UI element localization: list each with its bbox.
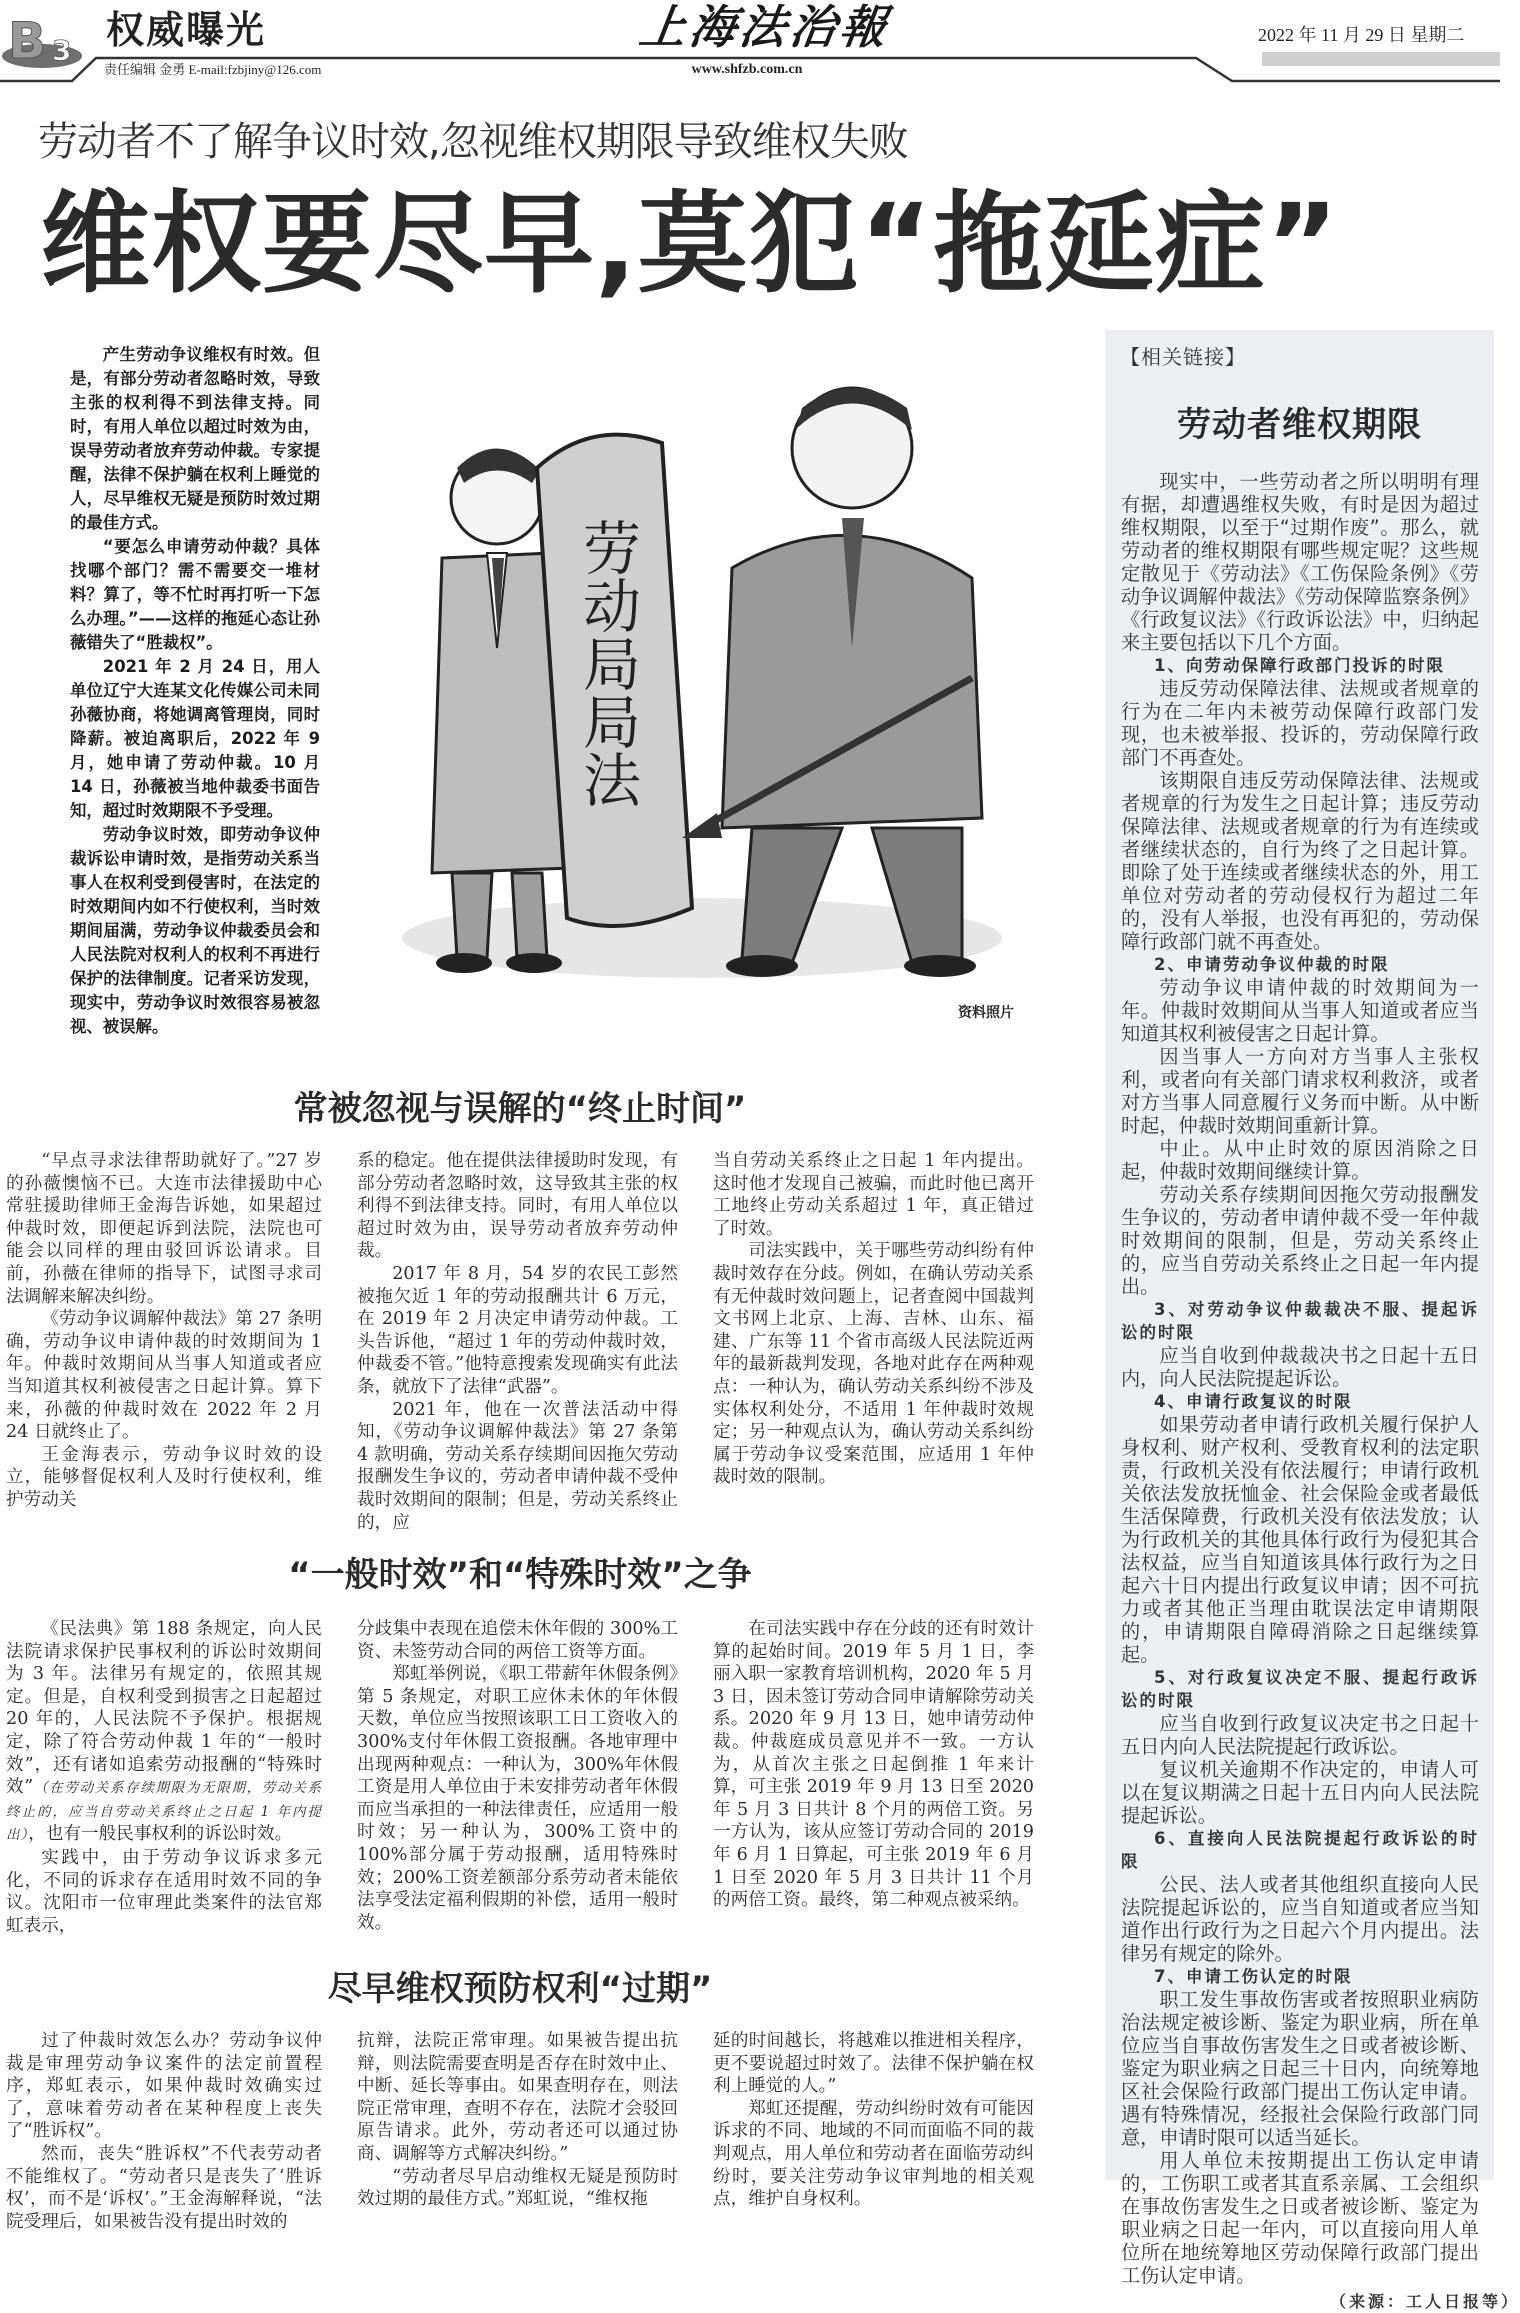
sidebar-paragraph: 劳动关系存续期间因拖欠劳动报酬发生争议的，劳动者申请仲裁不受一年仲裁时效期间的限制，但是，劳动关系终止的，应当自劳动关系终止之日起一年内提出。 [1121, 1183, 1479, 1298]
body-column [713, 1618, 1034, 1912]
sidebar-tag: 【相关链接】 [1120, 345, 1246, 369]
website-link[interactable]: www.shfzb.com.cn [691, 62, 803, 77]
paragraph-text: 抗辩，法院正常审理。如果被告提出抗辩，则法院需要查明是否存在时效中止、中断、延长等事由。如果查明存在，则法院正常审理，查明不存在，法院才会驳回原告请求。此外，劳动者还可以通过协商、调解等方式解决纠纷。” [357, 2031, 678, 2164]
page-badge-number: 3 [52, 34, 72, 67]
newspaper-masthead-logo: 上海法治報 [636, 0, 894, 54]
cartoon-illustration [372, 348, 1054, 998]
body-column [357, 2030, 678, 2211]
paragraph-text: “早点寻求法律帮助就好了。”27 岁的孙薇懊恼不已。大连市法律援助中心常驻援助律师王金海告诉她，如果超过仲裁时效，即便起诉到法院，法院也可能会以同样的理由驳回诉讼请求。目前，孙薇在律师的指导下，试图寻求司法调解来解决纠纷。 [6, 1151, 322, 1307]
paragraph-text: 王金海表示，劳动争议时效的设立，能够督促权利人及时行使权利，维护劳动关 [6, 1444, 322, 1510]
right-man-figure [682, 388, 982, 977]
parenthetical-note: （在劳动关系存续期限为无限期，劳动关系终止的，应当自劳动关系终止之日起 1 年内提出） [6, 1780, 323, 1844]
sidebar-paragraph: 中止。从中止时效的原因消除之日起，仲裁时效期间继续计算。 [1121, 1137, 1479, 1183]
body-paragraph [713, 1150, 1034, 1240]
body-paragraph [713, 2098, 1034, 2211]
header-gray-bar [1262, 52, 1500, 66]
sidebar-title: 劳动者维权期限 [1177, 405, 1422, 445]
paragraph-text: 分歧集中表现在追偿未休年假的 300%工资、未签劳动合同的两倍工资等方面。 [357, 1619, 678, 1662]
sidebar-subheading: 5、对行政复议决定不服、提起行政诉讼的时限 [1121, 1668, 1479, 1710]
source-credit: （来源：工人日报等） [1330, 2292, 1520, 2311]
tablet-lettering: 劳动局局法 [573, 518, 641, 808]
body-column [6, 1618, 322, 1937]
body-paragraph [713, 1240, 1034, 1489]
paragraph-text: 2017 年 8 月，54 岁的农民工彭然被拖欠近 1 年的劳动报酬共计 6 万元，在 2019 年 2 月决定申请劳动仲裁。工头告诉他，“超过 1 年的劳动仲裁时效，仲裁委不管。”他特意搜索发现确实有此法条，就放下了法律“武器”。 [357, 1263, 678, 1397]
paragraph-text: 延的时间越长，将越难以推进相关程序，更不要说超过时效了。法律不保护躺在权利上睡觉的人。” [713, 2031, 1034, 2097]
body-paragraph [6, 1444, 322, 1512]
section-heading: 尽早维权预防权利“过期” [327, 1969, 713, 2009]
body-paragraph [6, 2030, 322, 2143]
paragraph-text: 在司法实践中存在分歧的还有时效计算的起始时间。2019 年 5 月 1 日，李丽入职一家教育培训机构，2020 年 5 月 3 日，因未签订劳动合同申请解除劳动关系。2020 年 9 月 13 日，她申请劳动仲裁。仲裁庭成员意见并不一致。一方认为，从首次主张之日起倒推 1 年来计算，可主张 2019 年 9 月 13 日至 2020 年 5 月 3 日共计 8 个月的两倍工资。另一方认为，该从应签订劳动合同的 2019 年 6 月 1 日算起，可主张 2019 年 6 月 1 日至 2020 年 5 月 3 日共计 11 个月的两倍工资。最终，第二种观点被采纳。 [713, 1619, 1034, 1911]
article-subtitle: 劳动者不了解争议时效,忽视维权期限导致维权失败 [38, 119, 908, 165]
paragraph-text: 郑虹举例说，《职工带薪年休假条例》第 5 条规定，对职工应休未休的年休假天数，单位应当按照该职工日工资收入的 300%支付年休假工资报酬。各地审理中出现两种观点：一种认为，300%年休假工资是用人单位由于未安排劳动者年休假而应当承担的一种法律责任，应适用一般时效；另一种认为，300%工资中的 100%部分属于劳动报酬，适用特殊时效；200%工资差额部分系劳动者未能依法享受法定福利假期的补偿，适用一般时效。 [357, 1664, 678, 1933]
sidebar-subheading: 1、向劳动保障行政部门投诉的时限 [1154, 656, 1445, 675]
body-column [6, 2030, 322, 2233]
sidebar-paragraph: 该期限自违反劳动保障法律、法规或者规章的行为发生之日起计算；违反劳动保障法律、法规或者规章的行为有连续或者继续状态的，自行为终了之日起计算。即除了处于连续或者继续状态的外，用工单位对劳动者的劳动侵权行为超过二年的，没有人举报，也没有再犯的，劳动保障行政部门就不再查处。 [1121, 769, 1479, 953]
sidebar-paragraph: 如果劳动者申请行政机关履行保护人身权利、财产权利、受教育权利的法定职责，行政机关没有依法履行；申请行政机关依法发放抚恤金、社会保险金或者最低生活保障费，行政机关没有依法发放；认为行政机关的其他具体行政行为侵犯其合法权益，应当自知道该具体行政行为之日起六十日内提出行政复议申请；因不可抗力或者其他正当理由耽误法定申请期限的，申请期限自障碍消除之日起继续算起。 [1121, 1413, 1479, 1666]
body-paragraph [713, 1618, 1034, 1912]
body-paragraph [6, 1618, 322, 1847]
sidebar-paragraph: 劳动争议申请仲裁的时效期间为一年。仲裁时效期间从当事人知道或者应当知道其权利被侵害之日起计算。 [1121, 976, 1479, 1045]
intro-paragraph: 产生劳动争议维权有时效。但是，有部分劳动者忽略时效，导致主张的权利得不到法律支持。同时，有用人单位以超过时效为由，误导劳动者放弃劳动仲裁。专家提醒，法律不保护躺在权利上睡觉的人，尽早维权无疑是预防时效过期的最佳方式。 [70, 345, 320, 532]
body-paragraph [357, 1150, 678, 1263]
sidebar-paragraph: 违反劳动保障法律、法规或者规章的行为在二年内未被劳动保障行政部门发现，也未被举报、投诉的，劳动保障行政部门不再查处。 [1121, 677, 1479, 769]
issue-date: 2022 年 11 月 29 日 星期二 [1258, 25, 1465, 45]
section-heading: 常被忽视与误解的“终止时间” [293, 1089, 747, 1129]
page-badge-letter: B [8, 12, 47, 70]
body-paragraph [6, 1150, 322, 1308]
paragraph-text: 《劳动争议调解仲裁法》第 27 条明确，劳动争议申请仲裁的时效期间为 1 年。仲裁时效期间从当事人知道或者应当知道其权利被侵害之日起计算。算下来，孙薇的仲裁时效在 2022 年 2 月 24 日就终止了。 [6, 1309, 322, 1443]
sidebar-paragraph: 用人单位未按期提出工伤认定申请的，工伤职工或者其直系亲属、工会组织在事故伤害发生之日或者被诊断、鉴定为职业病之日起一年内，可以直接向用人单位所在地统筹地区劳动保障行政部门提出工伤认定申请。 [1121, 2149, 1479, 2287]
article-title: 维权要尽早,莫犯“拖延症” [40, 180, 1340, 308]
body-paragraph [6, 2143, 322, 2233]
sidebar-paragraph: 复议机关逾期不作决定的，申请人可以在复议期满之日起十五日内向人民法院提起诉讼。 [1121, 1758, 1479, 1827]
sidebar-paragraph: 应当自收到仲裁裁决书之日起十五日内，向人民法院提起诉讼。 [1121, 1344, 1479, 1390]
section-heading: “一般时效”和“特殊时效”之争 [288, 1555, 752, 1595]
body-paragraph [357, 2166, 678, 2211]
article-intro [70, 343, 320, 1039]
intro-paragraph: “要怎么申请劳动仲裁？具体找哪个部门？需不需要交一堆材料？算了，等不忙时再打听一下怎么办理。”——这样的拖延心态让孙薇错失了“胜裁权”。 [70, 537, 320, 652]
body-column [713, 1150, 1034, 1489]
editor-credit: 责任编辑 金勇 E-mail:fzbjiny@126.com [104, 62, 322, 77]
body-paragraph [713, 2030, 1034, 2098]
paragraph-text: 《民法典》第 188 条规定，向人民法院请求保护民事权利的诉讼时效期间为 3 年。法律另有规定的，依照其规定。但是，自权利受到损害之日起超过 20 年的，人民法院不予保护。根据规定，除了符合劳动仲裁 1 年的“一般时效”，还有诸如追索劳动报酬的“特殊时效” [6, 1619, 322, 1798]
body-paragraph [6, 1847, 322, 1937]
sidebar-subheading: 3、对劳动争议仲裁裁决不服、提起诉讼的时限 [1121, 1300, 1479, 1342]
paragraph-text: 实践中，由于劳动争议诉求多元化，不同的诉求存在适用时效不同的争议。沈阳市一位审理此类案件的法官郑虹表示， [6, 1847, 322, 1936]
body-paragraph [357, 1618, 678, 1663]
sidebar-body [1121, 470, 1479, 2287]
paragraph-text: 当自劳动关系终止之日起 1 年内提出。这时他才发现自己被骗，而此时他已离开工地终止劳动关系超过 1 年，真正错过了时效。 [713, 1151, 1034, 1239]
body-column [713, 2030, 1034, 2211]
sidebar-paragraph: 职工发生事故伤害或者按照职业病防治法规定被诊断、鉴定为职业病，所在单位应当自事故伤害发生之日或者被诊断、鉴定为职业病之日起三十日内，向统筹地区社会保险行政部门提出工伤认定申请。遇有特殊情况，经报社会保险行政部门同意，申请时限可以适当延长。 [1121, 1988, 1479, 2149]
body-column [6, 1150, 322, 1512]
sidebar-subheading: 2、申请劳动争议仲裁的时限 [1154, 955, 1390, 974]
body-paragraph [357, 1263, 678, 1399]
paragraph-text: 过了仲裁时效怎么办？劳动争议仲裁是审理劳动争议案件的法定前置程序，郑虹表示，如果仲裁时效确实过了，意味着劳动者在某种程度上丧失了“胜诉权”。 [6, 2031, 322, 2142]
intro-paragraph: 劳动争议时效，即劳动争议仲裁诉讼申请时效，是指劳动关系当事人在权利受到侵害时，在法定的时效期间内如不行使权利，当时效期间届满，劳动争议仲裁委员会和人民法院对权利人的权利不再进行保护的法律制度。记者采访发现，现实中，劳动争议时效很容易被忽视、被误解。 [70, 825, 320, 1036]
paragraph-text: 2021 年，他在一次普法活动中得知，《劳动争议调解仲裁法》第 27 条第 4 款明确，劳动关系存续期间因拖欠劳动报酬发生争议的，劳动者申请仲裁不受仲裁时效期间的限制；但是，劳动关系终止的，应 [357, 1399, 678, 1533]
body-column [357, 1618, 678, 1934]
body-column [357, 1150, 678, 1534]
sidebar-subheading: 6、直接向人民法院提起行政诉讼的时限 [1121, 1829, 1479, 1871]
paragraph-text: ，也有一般民事权利的诉讼时效。 [28, 1824, 293, 1845]
sidebar-paragraph: 因当事人一方向对方当事人主张权利，或者向有关部门请求权利救济，或者对方当事人同意履行义务而中断。从中断时起，仲裁时效期间重新计算。 [1121, 1045, 1479, 1137]
sidebar-subheading: 7、申请工伤认定的时限 [1154, 1967, 1353, 1986]
sidebar-paragraph: 现实中，一些劳动者之所以明明有理有据，却遭遇维权失败，有时是因为超过维权期限，以至于“过期作废”。那么，就劳动者的维权期限有哪些规定呢？这些规定散见于《劳动法》《工伤保险条例》《劳动争议调解仲裁法》《劳动保障监察条例》《行政复议法》《行政诉讼法》中，归纳起来主要包括以下几个方面。 [1121, 470, 1479, 654]
sidebar-subheading: 4、申请行政复议的时限 [1154, 1392, 1353, 1411]
sidebar-paragraph: 应当自收到行政复议决定书之日起十五日内向人民法院提起行政诉讼。 [1121, 1712, 1479, 1758]
intro-paragraph: 2021 年 2 月 24 日，用人单位辽宁大连某文化传媒公司未同孙薇协商，将她调离管理岗，同时降薪。被迫离职后，2022 年 9 月，她申请了劳动仲裁。10 月 14 日，孙薇被当地仲裁委书面告知，超过时效期限不予受理。 [70, 657, 320, 820]
page-badge [2, 10, 88, 70]
paragraph-text: 系的稳定。他在提供法律援助时发现，有部分劳动者忽略时效，这导致其主张的权利得不到法律支持。同时，有用人单位以超过时效为由，误导劳动者放弃劳动仲裁。 [357, 1151, 678, 1262]
sidebar-paragraph: 公民、法人或者其他组织直接向人民法院提起诉讼的，应当自知道或者应当知道作出行政行为之日起六个月内提出。法律另有规定的除外。 [1121, 1873, 1479, 1965]
paragraph-text: 司法实践中，关于哪些劳动纠纷有仲裁时效存在分歧。例如，在确认劳动关系有无仲裁时效问题上，记者查阅中国裁判文书网上北京、上海、吉林、山东、福建、广东等 11 个省市高级人民法院近两年的最新裁判发现，各地对此存在两种观点：一种认为，确认劳动关系纠纷不涉及实体权利处分，不适用 1 年仲裁时效规定；另一种观点认为，确认劳动关系纠纷属于劳动争议受案范围，应适用 1 年仲裁时效的限制。 [713, 1241, 1034, 1488]
photo-caption: 资料照片 [958, 1005, 1014, 1021]
paragraph-text: “劳动者尽早启动维权无疑是预防时效过期的最佳方式。”郑虹说，“维权拖 [357, 2166, 678, 2210]
paragraph-text: 然而，丧失“胜诉权”不代表劳动者不能维权了。“劳动者只是丧失了‘胜诉权’，而不是‘诉权’。”王金海解释说，“法院受理后，如果被告没有提出时效的 [6, 2143, 322, 2232]
body-paragraph [357, 1399, 678, 1535]
body-paragraph [357, 2030, 678, 2166]
paragraph-text: 郑虹还提醒，劳动纠纷时效有可能因诉求的不同、地域的不同而面临不同的裁判观点，用人单位和劳动者在面临劳动纠纷时，要关注劳动争议审判地的相关观点，维护自身权利。 [713, 2098, 1034, 2210]
body-paragraph [6, 1308, 322, 1444]
body-paragraph [357, 1663, 678, 1934]
section-name: 权威曝光 [106, 8, 267, 52]
